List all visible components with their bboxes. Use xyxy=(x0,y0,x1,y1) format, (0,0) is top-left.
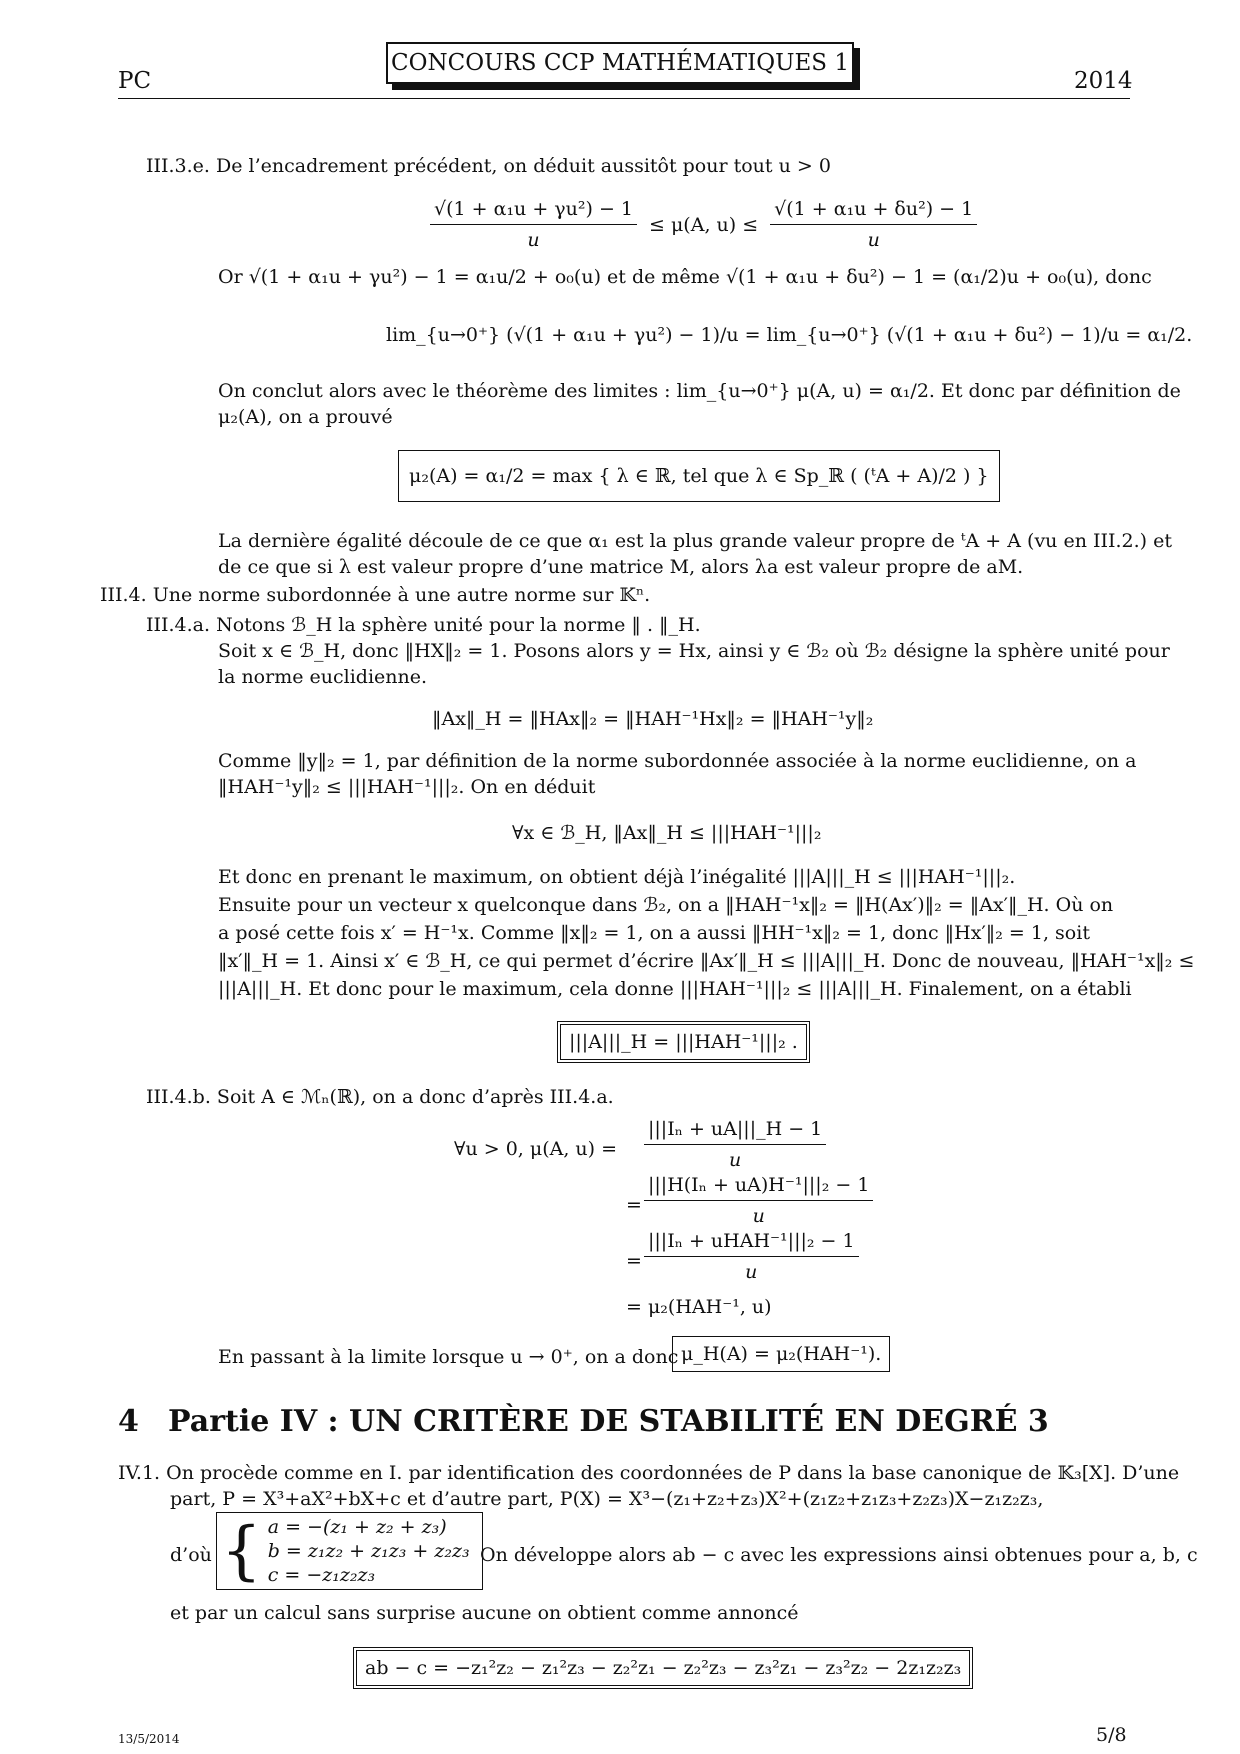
paragraph-iii-4-b: III.4.b. Soit A ∈ ℳₙ(ℝ), on a donc d’après III.4.a. xyxy=(146,1086,614,1108)
paragraph-finalement: |||A|||_H. Et donc pour le maximum, cela donne |||HAH⁻¹|||₂ ≤ |||A|||_H. Finalement, on a établi xyxy=(218,978,1132,1000)
paragraph-conclusion-1: On conclut alors avec le théorème des limites : lim_{u→0⁺} μ(A, u) = α₁/2. Et donc par définition de xyxy=(218,380,1181,402)
equation-chain-numerator-1: |||Iₙ + uA|||_H − 1 xyxy=(644,1116,826,1145)
equation-chain xyxy=(454,1116,894,1326)
equation-chain-denominator-3: u xyxy=(745,1261,758,1283)
equation-chain-denominator-2: u xyxy=(752,1205,765,1227)
boxed-result-mu2: μ₂(A) = α₁/2 = max { λ ∈ ℝ, tel que λ ∈ Sp_ℝ ( (ᵗA + A)/2 ) } xyxy=(398,450,1000,502)
boxed-result-norme-h: |||A|||_H = |||HAH⁻¹|||₂ . xyxy=(560,1024,807,1060)
equation-chain-last: = μ₂(HAH⁻¹, u) xyxy=(626,1296,772,1318)
equation-norme-ax: ‖Ax‖_H = ‖HAx‖₂ = ‖HAH⁻¹Hx‖₂ = ‖HAH⁻¹y‖₂ xyxy=(432,708,874,730)
equation-chain-numerator-2: |||H(Iₙ + uA)H⁻¹|||₂ − 1 xyxy=(644,1172,873,1201)
paragraph-derniere-egalite: La dernière égalité découle de ce que α₁ est la plus grande valeur propre de ᵗA + A (vu en III.2.) et xyxy=(218,530,1172,552)
header-title-box: CONCOURS CCP MATHÉMATIQUES 1 xyxy=(386,42,854,84)
equation-chain-fraction-1 xyxy=(644,1116,826,1173)
paragraph-ensuite: Ensuite pour un vecteur x quelconque dans ℬ₂, on a ‖HAH⁻¹x‖₂ = ‖H(Ax′)‖₂ = ‖Ax′‖_H. Où on xyxy=(218,894,1114,916)
system-rows xyxy=(268,1515,470,1587)
paragraph-soit-x: Soit x ∈ ℬ_H, donc ‖HX‖₂ = 1. Posons alors y = Hx, ainsi y ∈ ℬ₂ où ℬ₂ désigne la sphère unité pour xyxy=(218,640,1170,662)
header-left-label: PC xyxy=(118,68,152,94)
equation-chain-eq-3: = xyxy=(626,1250,642,1272)
equation-encadrement xyxy=(426,196,981,253)
header-rule xyxy=(118,98,1130,99)
equation-chain-denominator-1: u xyxy=(729,1149,742,1171)
boxed-result-mu-h: μ_H(A) = μ₂(HAH⁻¹). xyxy=(672,1336,890,1372)
paragraph-on-en-deduit: ‖HAH⁻¹y‖₂ ≤ |||HAH⁻¹|||₂. On en déduit xyxy=(218,776,596,798)
paragraph-norme-euclidienne: la norme euclidienne. xyxy=(218,666,428,688)
brace-icon: { xyxy=(221,1514,262,1588)
heading-iii-4: III.4. Une norme subordonnée à une autre norme sur 𝕂ⁿ. xyxy=(100,584,651,606)
paragraph-iii-4-a: III.4.a. Notons ℬ_H la sphère unité pour la norme ‖ . ‖_H. xyxy=(146,614,701,636)
paragraph-iii-3-e: III.3.e. De l’encadrement précédent, on déduit aussitôt pour tout u > 0 xyxy=(146,155,831,177)
paragraph-valeur-propre: de ce que si λ est valeur propre d’une matrice M, alors λa est valeur propre de aM. xyxy=(218,556,1024,578)
header-year: 2014 xyxy=(1074,68,1133,94)
paragraph-calcul: et par un calcul sans surprise aucune on obtient comme annoncé xyxy=(170,1602,799,1624)
equation-limits: lim_{u→0⁺} (√(1 + α₁u + γu²) − 1)/u = lim_{u→0⁺} (√(1 + α₁u + δu²) − 1)/u = α₁/2. xyxy=(386,324,1193,346)
fraction-right-denominator: u xyxy=(867,229,880,251)
footer-page-number: 5/8 xyxy=(1096,1724,1127,1746)
paragraph-iv-1: IV.1. On procède comme en I. par identification des coordonnées de P dans la base canonique de 𝕂₃[X]. D’une xyxy=(118,1462,1180,1484)
equation-chain-numerator-3: |||Iₙ + uHAH⁻¹|||₂ − 1 xyxy=(644,1228,859,1257)
boxed-system xyxy=(216,1512,483,1590)
paragraph-or: Or √(1 + α₁u + γu²) − 1 = α₁u/2 + o₀(u) et de même √(1 + α₁u + δu²) − 1 = (α₁/2)u + o₀(u), donc xyxy=(218,266,1152,288)
fraction-left-denominator: u xyxy=(527,229,540,251)
system-row-c: c = −z₁z₂z₃ xyxy=(267,1564,376,1586)
paragraph-pose: a posé cette fois x′ = H⁻¹x. Comme ‖x‖₂ = 1, on a aussi ‖HH⁻¹x‖₂ = 1, donc ‖Hx′‖₂ = 1, soit xyxy=(218,922,1090,944)
equation-forall-x: ∀x ∈ ℬ_H, ‖Ax‖_H ≤ |||HAH⁻¹|||₂ xyxy=(512,822,822,844)
section-number: 4 xyxy=(118,1404,139,1439)
label-dou: d’où xyxy=(170,1544,212,1566)
equation-chain-fraction-2 xyxy=(644,1172,873,1229)
system-row-b: b = z₁z₂ + z₁z₃ + z₂z₃ xyxy=(267,1540,470,1562)
paragraph-comme-y: Comme ‖y‖₂ = 1, par définition de la norme subordonnée associée à la norme euclidienne, on a xyxy=(218,750,1137,772)
fraction-left xyxy=(430,196,637,253)
fraction-left-numerator: √(1 + α₁u + γu²) − 1 xyxy=(430,196,637,225)
paragraph-developpe: On développe alors ab − c avec les expressions ainsi obtenues pour a, b, c xyxy=(480,1544,1198,1566)
fraction-right xyxy=(770,196,977,253)
section-title: Partie IV : UN CRITÈRE DE STABILITÉ EN DEGRÉ 3 xyxy=(168,1404,1049,1439)
paragraph-part: part, P = X³+aX²+bX+c et d’autre part, P(X) = X³−(z₁+z₂+z₃)X²+(z₁z₂+z₁z₃+z₂z₃)X−z₁z₂z₃, xyxy=(170,1488,1044,1510)
paragraph-conclusion-2: μ₂(A), on a prouvé xyxy=(218,406,393,428)
equation-chain-eq-2: = xyxy=(626,1194,642,1216)
paragraph-ainsi: ‖x′‖_H = 1. Ainsi x′ ∈ ℬ_H, ce qui permet d’écrire ‖Ax′‖_H ≤ |||A|||_H. Donc de nouveau, ‖HAH⁻¹x‖₂ ≤ xyxy=(218,950,1195,972)
boxed-result-ab-c: ab − c = −z₁²z₂ − z₁²z₃ − z₂²z₁ − z₂²z₃ − z₃²z₁ − z₃²z₂ − 2z₁z₂z₃ xyxy=(356,1650,970,1686)
footer-date: 13/5/2014 xyxy=(118,1732,180,1746)
paragraph-passant-limite: En passant à la limite lorsque u → 0⁺, on a donc xyxy=(218,1346,679,1368)
paragraph-maximum: Et donc en prenant le maximum, on obtient déjà l’inégalité |||A|||_H ≤ |||HAH⁻¹|||₂. xyxy=(218,866,1016,888)
equation-chain-lhs: ∀u > 0, μ(A, u) = xyxy=(454,1138,618,1160)
equation-chain-fraction-3 xyxy=(644,1228,859,1285)
equation-middle: ≤ μ(A, u) ≤ xyxy=(649,213,759,236)
fraction-right-numerator: √(1 + α₁u + δu²) − 1 xyxy=(770,196,977,225)
system-row-a: a = −(z₁ + z₂ + z₃) xyxy=(267,1516,447,1538)
